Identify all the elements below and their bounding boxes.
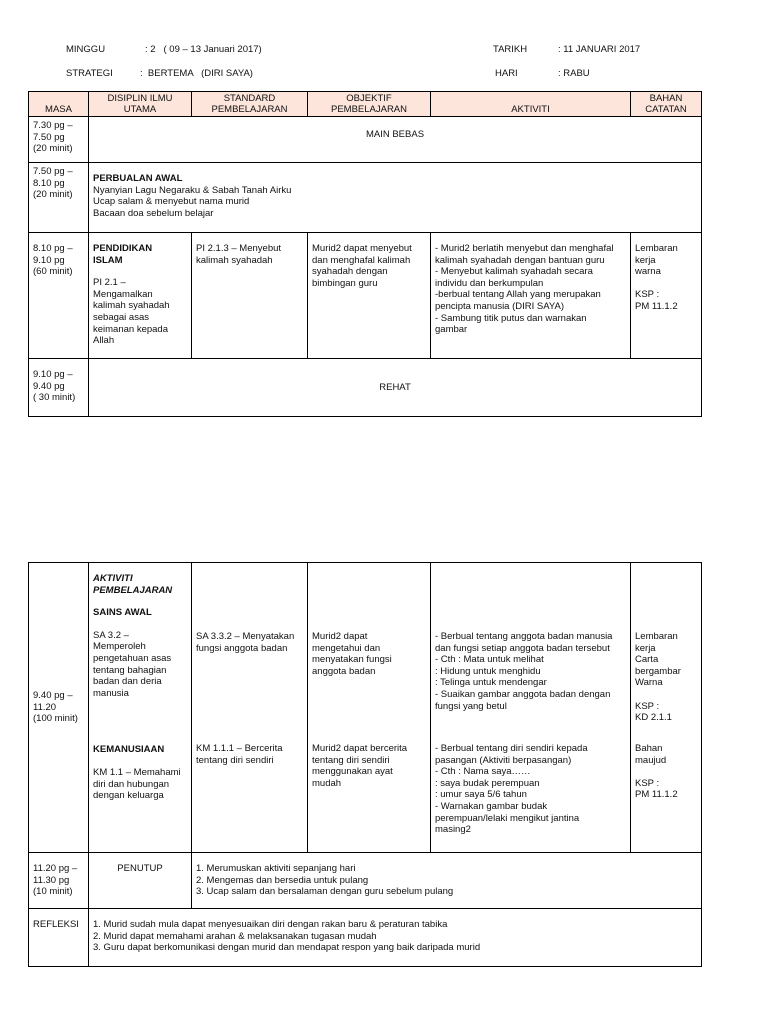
col-disiplin: DISIPLIN ILMU UTAMA <box>89 92 192 117</box>
row-pendidikan-islam <box>29 233 702 359</box>
row-rehat <box>29 359 702 417</box>
header-row <box>29 92 702 117</box>
minggu-value: : 2 ( 09 – 13 Januari 2017) <box>145 44 262 55</box>
aktiviti-cell <box>431 563 631 853</box>
penutup-body: 1. Merumuskan aktiviti sepanjang hari 2. Mengemas dan bersedia untuk pulang 3. Ucap salam dan bersalaman dengan guru sebelum pulang <box>192 853 702 909</box>
disiplin-body: PI 2.1 – Mengamalkan kalimah syahadah sebagai asas keimanan kepada Allah <box>93 277 170 347</box>
perbualan-body: Nyanyian Lagu Negaraku & Sabah Tanah Airku Ucap salam & menyebut nama murid Bacaan doa sebelum belajar <box>93 184 292 219</box>
strategi-value: : BERTEMA (DIRI SAYA) <box>140 68 253 79</box>
kemanusiaan-title: KEMANUSIAAN <box>93 744 165 756</box>
tarikh-value: : 11 JANUARI 2017 <box>558 44 641 55</box>
disiplin-title: PENDIDIKAN ISLAM <box>93 243 153 266</box>
col-aktiviti: AKTIVITI <box>431 92 631 117</box>
minggu-label: MINGGU <box>66 44 106 55</box>
masa-cell: 9.10 pg – 9.40 pg ( 30 minit) <box>29 359 89 417</box>
col-masa: MASA <box>29 92 89 117</box>
col-standard: STANDARD PEMBELAJARAN <box>192 92 308 117</box>
masa-cell: 7.50 pg – 8.10 pg (20 minit) <box>29 163 89 233</box>
perbualan-cell <box>89 163 702 233</box>
tarikh-label: TARIKH <box>493 44 528 55</box>
sains-disiplin: SA 3.2 – Memperoleh pengetahuan asas tentang bahagian badan dan deria manusia <box>93 629 172 699</box>
hari-value: : RABU <box>558 68 590 79</box>
lesson-plan-table-1 <box>28 91 702 417</box>
row-perbualan-awal <box>29 163 702 233</box>
km-objektif: Murid2 dapat bercerita tentang diri sendiri menggunakan ayat mudah <box>312 743 408 789</box>
km-aktiviti: - Berbual tentang diri sendiri kepada pasangan (Aktiviti berpasangan) - Cth : Nama saya…… : saya budak perempuan : umur saya 5/6 tahun - Warnakan gambar budak perempuan/lelaki mengikut jantina masing2 <box>435 743 588 836</box>
rehat-title: REHAT <box>89 359 702 417</box>
standard-cell <box>192 563 308 853</box>
masa-cell: 8.10 pg – 9.10 pg (60 minit) <box>29 233 89 359</box>
aktiviti-cell: - Murid2 berlatih menyebut dan menghafal kalimah syahadah dengan bantuan guru - Menyebut kalimah syahadah secara individu dan berkumpulan -berbual tentang Allah yang merupakan pencipta manusia (DIRI SAYA) - Sambung titik putus dan warnakan gambar <box>431 233 631 359</box>
row-refleksi <box>29 909 702 967</box>
col-bahan: BAHAN CATATAN <box>631 92 702 117</box>
hari-label: HARI <box>495 68 518 79</box>
perbualan-title: PERBUALAN AWAL <box>93 173 183 184</box>
masa-cell: 7.30 pg – 7.50 pg (20 minit) <box>29 117 89 163</box>
row-aktiviti-pembelajaran <box>29 563 702 853</box>
disiplin-cell <box>89 233 192 359</box>
col-objektif: OBJEKTIF PEMBELAJARAN <box>308 92 431 117</box>
km-disiplin: KM 1.1 – Memahami diri dan hubungan dengan keluarga <box>93 766 181 802</box>
penutup-title: PENUTUP <box>89 853 192 909</box>
bahan-cell <box>631 563 702 853</box>
sains-standard: SA 3.3.2 – Menyatakan fungsi anggota badan <box>196 631 295 654</box>
objektif-cell: Murid2 dapat menyebut dan menghafal kalimah syahadah dengan bimbingan guru <box>308 233 431 359</box>
lesson-plan-table-2 <box>28 562 702 967</box>
masa-cell: 11.20 pg – 11.30 pg (10 minit) <box>29 853 89 909</box>
objektif-cell <box>308 563 431 853</box>
bahan-cell: Lembaran kerja warna KSP : PM 11.1.2 <box>631 233 702 359</box>
km-standard: KM 1.1.1 – Bercerita tentang diri sendiri <box>196 743 283 766</box>
row-main-bebas <box>29 117 702 163</box>
refleksi-body: 1. Murid sudah mula dapat menyesuaikan diri dengan rakan baru & peraturan tabika 2. Murid dapat memahami arahan & melaksanakan tugasan mudah 3. Guru dapat berkomunikasi dengan murid dan mendapat respon yang baik daripada murid <box>89 909 702 967</box>
disiplin-cell <box>89 563 192 853</box>
row-penutup <box>29 853 702 909</box>
masa-cell: 9.40 pg – 11.20 (100 minit) <box>29 563 89 853</box>
aktiviti-pembelajaran-title: AKTIVITI PEMBELAJARAN <box>93 573 173 596</box>
main-bebas-title: MAIN BEBAS <box>89 117 702 163</box>
refleksi-label: REFLEKSI <box>29 909 89 967</box>
km-bahan: Bahan maujud KSP : PM 11.1.2 <box>635 743 678 801</box>
standard-cell: PI 2.1.3 – Menyebut kalimah syahadah <box>192 233 308 359</box>
sains-aktiviti: - Berbual tentang anggota badan manusia dan fungsi setiap anggota badan tersebut - Cth : Mata untuk melihat : Hidung untuk menghidu : Telinga untuk mendengar - Suaikan gambar anggota badan dengan fungsi yang betul <box>435 631 613 712</box>
sains-objektif: Murid2 dapat mengetahui dan menyatakan fungsi anggota badan <box>312 631 392 677</box>
sains-awal-title: SAINS AWAL <box>93 607 152 619</box>
sains-bahan: Lembaran kerja Carta bergambar Warna KSP : KD 2.1.1 <box>635 631 681 724</box>
strategi-label: STRATEGI <box>66 68 113 79</box>
